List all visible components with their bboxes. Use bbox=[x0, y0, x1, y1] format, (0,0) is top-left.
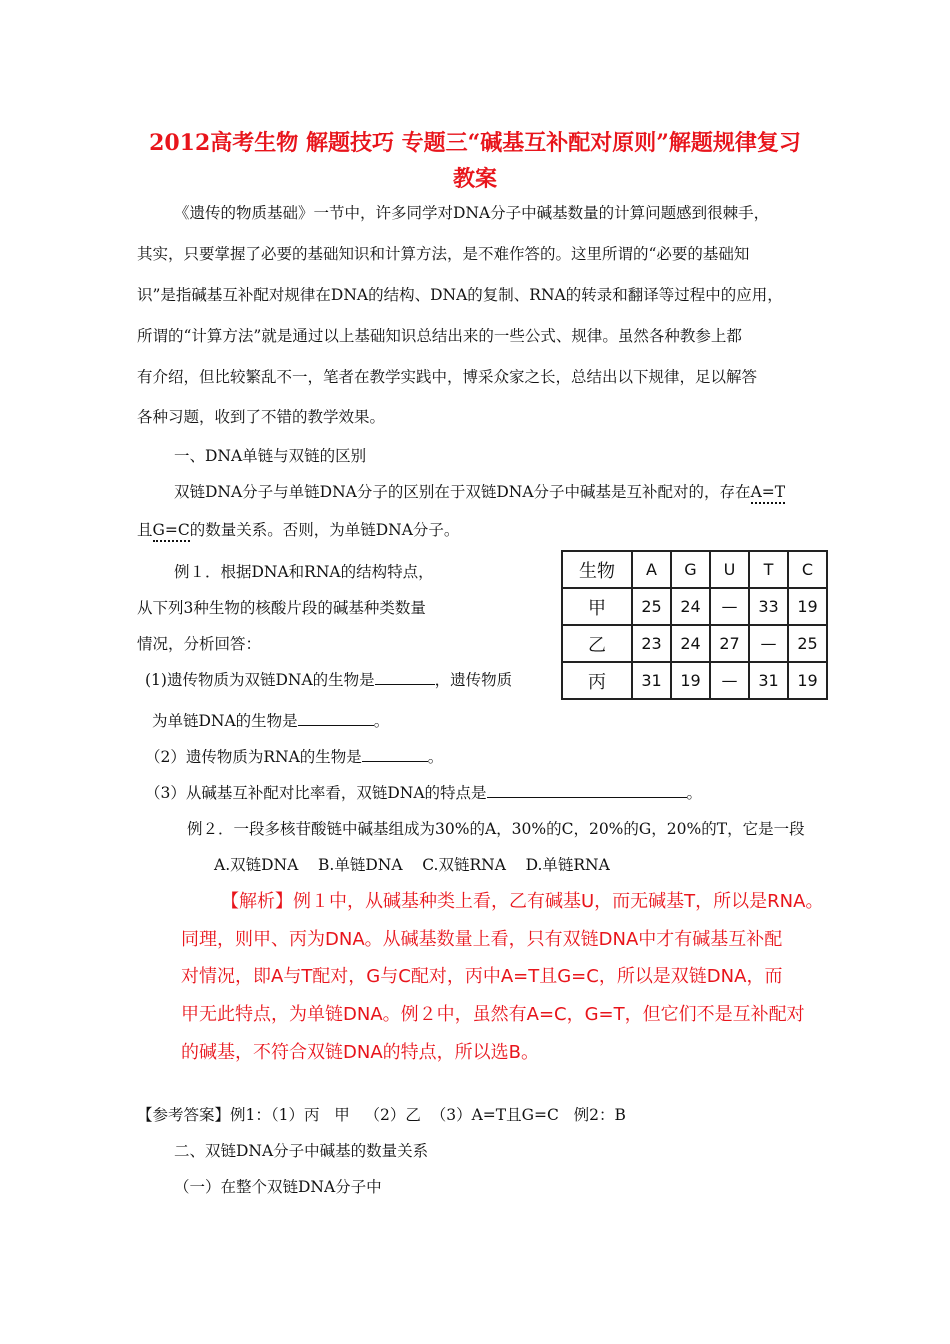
question-2 bbox=[145, 745, 443, 767]
section-subheading: （一）在整个双链DNA分子中 bbox=[174, 1178, 382, 1196]
table-cell: 乙 bbox=[562, 625, 632, 662]
section1-text-line2 bbox=[137, 518, 459, 540]
table-cell: 25 bbox=[788, 625, 827, 662]
table-cell: 丙 bbox=[562, 662, 632, 699]
table-header-cell: T bbox=[749, 551, 788, 588]
analysis-line: 【解析】例１中，从碱基种类上看，乙有碱基U，而无碱基T，所以是RNA。 bbox=[221, 891, 824, 912]
answer-blank bbox=[362, 746, 428, 762]
table-cell: 25 bbox=[632, 588, 671, 625]
example1-intro: 从下列3种生物的核酸片段的碱基种类数量 bbox=[137, 599, 426, 617]
table-cell: — bbox=[710, 588, 749, 625]
section-heading-1: 一、DNA单链与双链的区别 bbox=[174, 447, 367, 465]
table-cell: 19 bbox=[671, 662, 710, 699]
table-cell: 甲 bbox=[562, 588, 632, 625]
table-cell: 19 bbox=[788, 588, 827, 625]
document-title-line1: 2012高考生物 解题技巧 专题三“碱基互补配对原则”解题规律复习 bbox=[149, 130, 801, 156]
table-row bbox=[562, 662, 827, 699]
answer-blank bbox=[298, 710, 374, 726]
example1-intro: 例１．根据DNA和RNA的结构特点， bbox=[174, 563, 434, 581]
question-text: ，遗传物质 bbox=[434, 671, 513, 689]
table-header-cell: A bbox=[632, 551, 671, 588]
question-text: （2）遗传物质为RNA的生物是 bbox=[145, 748, 362, 766]
table-header-cell: 生物 bbox=[562, 551, 632, 588]
section1-text-line1 bbox=[174, 480, 785, 502]
table-cell: 27 bbox=[710, 625, 749, 662]
emphasis-g-equals-c: G=C bbox=[153, 521, 190, 542]
analysis-line: 对情况，即A与T配对，G与C配对，丙中A=T且G=C，所以是双链DNA，而 bbox=[181, 966, 783, 987]
example2-question: 例２．一段多核苷酸链中碱基组成为30%的A，30%的C，20%的G，20%的T，它是一段 bbox=[187, 820, 805, 838]
example2-options: A.双链DNA B.单链DNA C.双链RNA D.单链RNA bbox=[214, 856, 610, 874]
table-cell: 33 bbox=[749, 588, 788, 625]
base-count-table bbox=[561, 550, 828, 700]
table-cell: — bbox=[710, 662, 749, 699]
table-header-cell: G bbox=[671, 551, 710, 588]
analysis-line: 甲无此特点，为单链DNA。例２中，虽然有A=C，G=T，但它们不是互补配对 bbox=[181, 1004, 805, 1025]
intro-paragraph-line: 识”是指碱基互补配对规律在DNA的结构、DNA的复制、RNA的转录和翻译等过程中的应用， bbox=[137, 286, 783, 304]
emphasis-a-equals-t: A=T bbox=[751, 483, 786, 504]
intro-paragraph-line: 有介绍，但比较繁乱不一，笔者在教学实践中，博采众家之长，总结出以下规律，足以解答 bbox=[137, 368, 758, 386]
table-cell: — bbox=[749, 625, 788, 662]
question-text: 。 bbox=[686, 784, 703, 802]
question-3 bbox=[145, 781, 702, 803]
table-cell: 24 bbox=[671, 588, 710, 625]
question-text: （3）从碱基互补配对比率看，双链DNA的特点是 bbox=[145, 784, 487, 802]
section1-text: 的数量关系。否则，为单链DNA分子。 bbox=[189, 521, 460, 539]
document-title-line2: 教案 bbox=[452, 166, 497, 192]
section1-text: 双链DNA分子与单链DNA分子的区别在于双链DNA分子中碱基是互补配对的，存在 bbox=[174, 483, 751, 501]
question-text: 为单链DNA的生物是 bbox=[152, 712, 298, 730]
table-header-cell: C bbox=[788, 551, 827, 588]
answer-blank bbox=[487, 782, 687, 798]
table-row bbox=[562, 625, 827, 662]
table-cell: 24 bbox=[671, 625, 710, 662]
question-text: 。 bbox=[427, 748, 444, 766]
table-cell: 19 bbox=[788, 662, 827, 699]
table-row bbox=[562, 588, 827, 625]
question-text: 。 bbox=[373, 712, 390, 730]
table-cell: 31 bbox=[749, 662, 788, 699]
analysis-line: 的碱基，不符合双链DNA的特点，所以选B。 bbox=[181, 1042, 539, 1063]
question-1 bbox=[145, 668, 512, 690]
section1-text: 且 bbox=[137, 521, 153, 539]
intro-paragraph-line: 所谓的“计算方法”就是通过以上基础知识总结出来的一些公式、规律。虽然各种教参上都 bbox=[137, 327, 742, 345]
analysis-line: 同理，则甲、丙为DNA。从碱基数量上看，只有双链DNA中才有碱基互补配 bbox=[181, 929, 783, 950]
reference-answer: 【参考答案】例1：（1）丙 甲 （2）乙 （3）A=T且G=C 例2：B bbox=[137, 1106, 626, 1124]
table-header-cell: U bbox=[710, 551, 749, 588]
table-cell: 23 bbox=[632, 625, 671, 662]
answer-blank bbox=[375, 669, 435, 685]
intro-paragraph-line: 其实，只要掌握了必要的基础知识和计算方法，是不难作答的。这里所谓的“必要的基础知 bbox=[137, 245, 750, 263]
section-heading-2: 二、双链DNA分子中碱基的数量关系 bbox=[174, 1142, 429, 1160]
question-text: (1)遗传物质为双链DNA的生物是 bbox=[145, 671, 375, 689]
intro-paragraph-line: 各种习题，收到了不错的教学效果。 bbox=[137, 408, 386, 426]
intro-paragraph-line: 《遗传的物质基础》一节中，许多同学对DNA分子中碱基数量的计算问题感到很棘手， bbox=[174, 204, 770, 222]
question-1-cont bbox=[152, 709, 389, 731]
table-cell: 31 bbox=[632, 662, 671, 699]
table-header-row bbox=[562, 551, 827, 588]
example1-intro: 情况，分析回答： bbox=[137, 635, 262, 653]
